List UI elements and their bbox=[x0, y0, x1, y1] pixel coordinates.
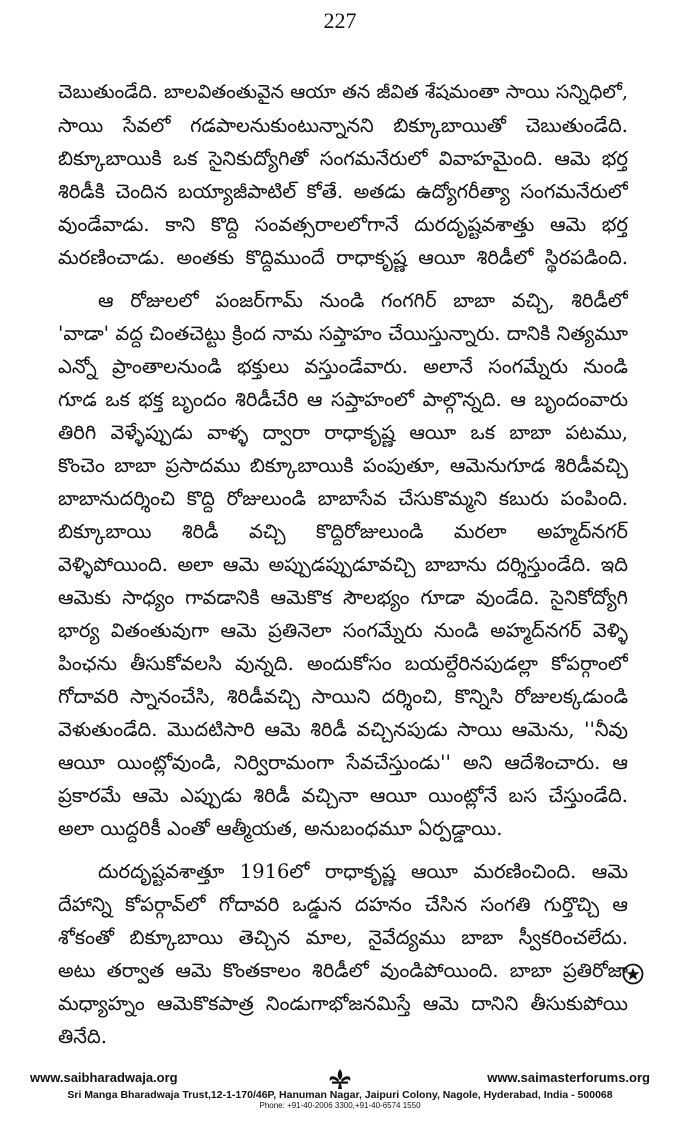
text-line: తిరిగి వెళ్ళేప్పుడు వాళ్ళ ద్వారా రాధాకృష్ణ ఆయీ ఒక బాబా పటము, bbox=[58, 421, 628, 444]
page-number: 227 bbox=[323, 8, 357, 33]
text-line: ఎన్నో ప్రాంతాలనుండి భక్తులు వస్తుండేవారు. అలానే సంగమ్నేరు నుండి bbox=[58, 355, 628, 378]
text-line: మధ్యాహ్నం ఆమెకొకపాత్ర నిండుగాభోజనమిస్తే ఆమె దానిని తీసుకుపోయి bbox=[58, 992, 628, 1015]
text-line: వెళుతుండేది. మొదటిసారి ఆమె శిరిడీ వచ్చినపుడు సాయి ఆమెను, ''నీవు bbox=[58, 718, 628, 741]
text-line: శిరిడీకి చెందిన బయ్యాజీపాటిల్ కోతే. అతడు ఉద్యోగరీత్యా సంగమనేరులో bbox=[58, 180, 628, 203]
body-text bbox=[58, 76, 628, 1053]
paragraph bbox=[58, 76, 628, 274]
footer bbox=[30, 1070, 650, 1110]
footer-phone: Phone: +91-40-2006 3300,+91-40-6574 1550 bbox=[259, 1101, 421, 1110]
text-line: కొంచెం బాబా ప్రసాదము బిక్కూబాయికి పంపుతూ, ఆమెనుగూడ శిరిడీవచ్చి bbox=[58, 454, 628, 477]
footer-address: Sri Manga Bharadwaja Trust,12-1-170/46P, Hanuman Nagar, Jaipuri Colony, Nagole, Hyderabad, India - 500068 bbox=[67, 1089, 613, 1101]
text-line: సాయి సేవలో గడపాలనుకుంటున్నానని బిక్కూబాయితో చెబుతుండేది. bbox=[58, 114, 628, 137]
text-line: బాబానుదర్శించి కొద్ది రోజులుండి బాబాసేవ చేసుకొమ్మని కబురు పంపింది. bbox=[58, 487, 628, 510]
text-line: 'వాడా' వద్ద చింతచెట్టు క్రింద నామ సప్తాహం చేయిస్తున్నారు. దానికి నిత్యమూ bbox=[58, 322, 628, 345]
text-line: మరణించాడు. అంతకు కొద్దిముందే రాధాకృష్ణ ఆయీ శిరిడీలో స్థిరపడింది. bbox=[58, 246, 628, 269]
paragraph bbox=[58, 855, 628, 1053]
paragraph-gap bbox=[58, 845, 628, 855]
text-line: అటు తర్వాత ఆమె కొంతకాలం శిరిడీలో వుండిపోయింది. బాబా ప్రతిరోజా bbox=[58, 959, 628, 982]
text-line: గూడ ఒక భక్త బృందం శిరిడీచేరి ఆ సప్తాహంలో పాల్గొన్నది. ఆ బృందంవారు bbox=[58, 388, 628, 411]
fleur-de-lis-emblem-icon bbox=[326, 1068, 354, 1090]
text-line: ఆయీ యింట్లోవుండి, నిర్విరామంగా సేవచేస్తుండు'' అని ఆదేశించారు. ఆ bbox=[58, 751, 628, 774]
text-line: బిక్కూబాయికి ఒక సైనికుద్యోగితో సంగమనేరులో వివాహమైంది. ఆమె భర్త bbox=[58, 147, 628, 170]
text-line: వెళ్ళిపోయింది. అలా ఆమె అప్పుడప్పుడూవచ్చి బాబాను దర్శిస్తుండేది. ఇది bbox=[58, 553, 628, 576]
text-line: తినేది. bbox=[58, 1025, 107, 1048]
text-line: దేహాన్ని కోపర్గావ్‌లో గోదావరి ఒడ్డున దహనం చేసిన సంగతి గుర్తొచ్చి ఆ bbox=[58, 893, 628, 916]
text-line: ఆమెకు సాధ్యం గావడానికి ఆమెకొక సౌలభ్యం గూడా వుండేది. సైనికోద్యోగి bbox=[58, 586, 628, 609]
text-line: ప్రకారమే ఆమె ఎప్పుడు శిరిడీ వచ్చినా ఆయీ యింట్లోనే బస చేస్తుండేది. bbox=[58, 784, 628, 807]
text-line: వుండేవాడు. కాని కొద్ది సంవత్సరాలలోగానే దురదృష్టవశాత్తు ఆమె భర్త bbox=[58, 213, 628, 236]
footer-website-right[interactable]: www.saimasterforums.org bbox=[487, 1070, 650, 1085]
text-line: శోకంతో బిక్కూబాయి తెచ్చిన మాల, నైవేద్యము బాబా స్వీకరించలేదు. bbox=[58, 926, 628, 949]
text-line: ఆ రోజులలో పంజర్‌గామ్ నుండి గంగగిర్ బాబా వచ్చి, శిరిడీలో bbox=[98, 289, 628, 312]
paragraph-gap bbox=[58, 274, 628, 284]
footer-website-left[interactable]: www.saibharadwaja.org bbox=[30, 1070, 178, 1085]
text-line: అలా యిద్దరికీ ఎంతో ఆత్మీయత, అనుబంధమూ ఏర్పడ్డాయి. bbox=[58, 817, 503, 840]
paragraph bbox=[58, 284, 628, 845]
text-line: బిక్కూబాయి శిరిడీ వచ్చి కొద్దిరోజులుండి మరలా అహ్మద్‌నగర్ bbox=[58, 520, 628, 543]
text-line: భార్య వితంతువుగా ఆమె ప్రతినెలా సంగమ్నేరు నుండి అహ్మద్‌నగర్ వెళ్ళి bbox=[58, 619, 628, 642]
text-line: దురదృష్టవశాత్తూ 1916లో రాధాకృష్ణ ఆయీ మరణించింది. ఆమె bbox=[98, 860, 628, 883]
text-line: గోదావరి స్నానంచేసి, శిరిడీవచ్చి సాయిని దర్శించి, కొన్నిసి రోజులక్కడుండి bbox=[58, 685, 628, 708]
text-line: చెబుతుండేది. బాలవితంతువైన ఆయా తన జీవిత శేషమంతా సాయి సన్నిధిలో, bbox=[58, 81, 628, 103]
text-line: పింఛను తీసుకోవలసి వున్నది. అందుకోసం బయల్దేరినపుడల్లా కోపర్గాంలో bbox=[58, 652, 628, 675]
star-in-circle-icon bbox=[622, 963, 644, 985]
